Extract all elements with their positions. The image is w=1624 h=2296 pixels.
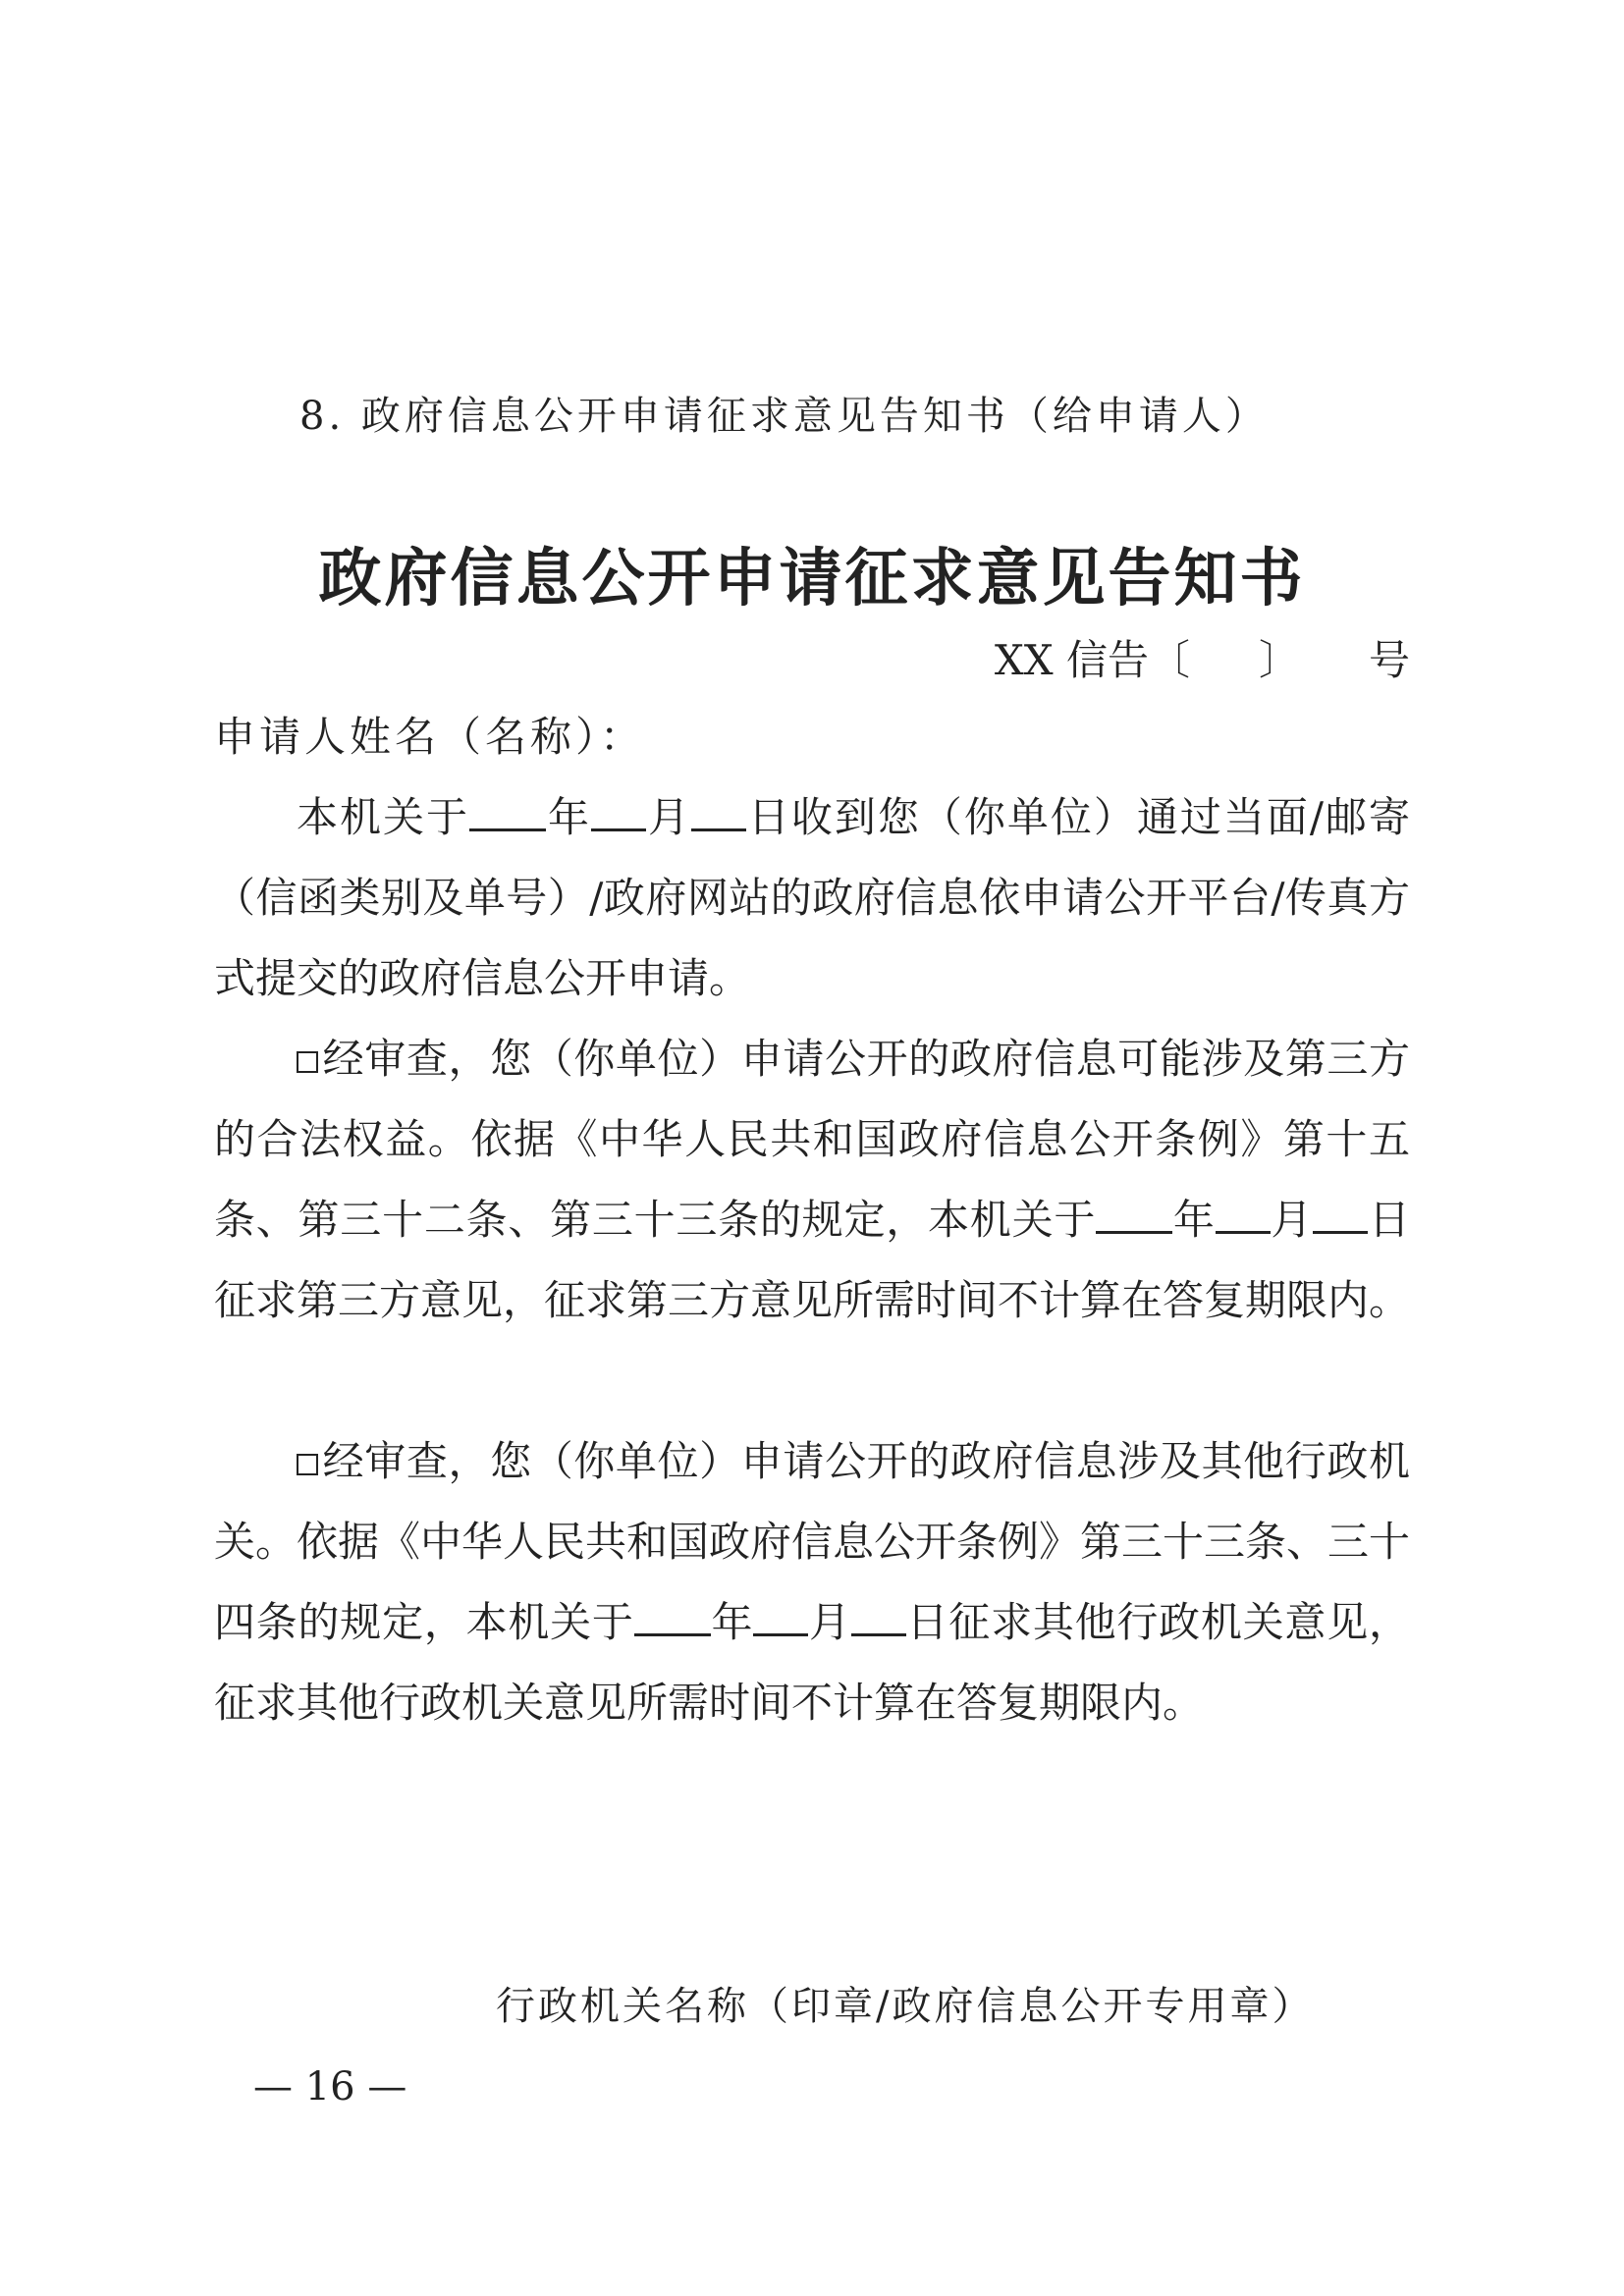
year-label: 年 [1172, 1196, 1216, 1244]
paragraph-third-party-rest: 日征求第三方意见，征求第三方意见所需时间不计算在答复期限内。 [214, 1196, 1411, 1324]
page-number: — 16 — [253, 2064, 407, 2109]
document-number-suffix: 号 [1368, 636, 1410, 684]
checkbox-empty-icon [297, 1051, 318, 1073]
year-label: 年 [545, 793, 591, 841]
year-blank [1096, 1194, 1172, 1234]
section-heading-text: 政府信息公开申请征求意见告知书（给申请人） [360, 394, 1269, 439]
document-number-close: 〕 [1258, 636, 1300, 684]
section-number: 8. [299, 394, 346, 439]
year-blank [469, 791, 546, 831]
paragraph-other-agency [214, 1421, 1410, 1743]
month-blank [753, 1596, 808, 1636]
day-blank [1313, 1194, 1368, 1234]
year-blank [634, 1596, 711, 1636]
paragraph-receipt-rest: 日收到您（你单位）通过当面/邮寄（信函类别及单号）/政府网站的政府信息依申请公开平台/传真方式提交的政府信息公开申请。 [214, 793, 1410, 1002]
day-blank [691, 791, 746, 831]
paragraph-receipt-start: 本机关于 [297, 793, 469, 841]
month-label: 月 [1270, 1196, 1314, 1244]
day-blank [851, 1596, 906, 1636]
document-title: 政府信息公开申请征求意见告知书 [318, 542, 1306, 615]
salutation: 申请人姓名（名称）： [214, 713, 646, 761]
year-label: 年 [710, 1598, 754, 1646]
document-number-prefix: XX 信告〔 [994, 636, 1190, 684]
document-number [995, 628, 1410, 687]
paragraph-receipt [214, 777, 1410, 1019]
month-blank [591, 791, 646, 831]
paragraph-other-agency-start: 经审查，您（你单位）申请公开的政府信息涉及其他行政机关。依据《中华人民共和国政府信息公开条例》第三十三条、三十四条的规定，本机关于 [214, 1437, 1411, 1646]
month-blank [1216, 1194, 1271, 1234]
paragraph-third-party-start: 经审查，您（你单位）申请公开的政府信息可能涉及第三方的合法权益。依据《中华人民共和国政府信息公开条例》第十五条、第三十二条、第三十三条的规定，本机关于 [214, 1035, 1410, 1244]
month-label: 月 [645, 793, 691, 841]
paragraph-other-agency-rest: 日征求其他行政机关意见，征求其他行政机关意见所需时间不计算在答复期限内。 [214, 1598, 1410, 1727]
section-heading [299, 385, 1269, 441]
month-label: 月 [808, 1598, 851, 1646]
paragraph-third-party [214, 1019, 1410, 1341]
signature-line: 行政机关名称（印章/政府信息公开专用章） [496, 1984, 1315, 2029]
checkbox-empty-icon [297, 1454, 318, 1475]
